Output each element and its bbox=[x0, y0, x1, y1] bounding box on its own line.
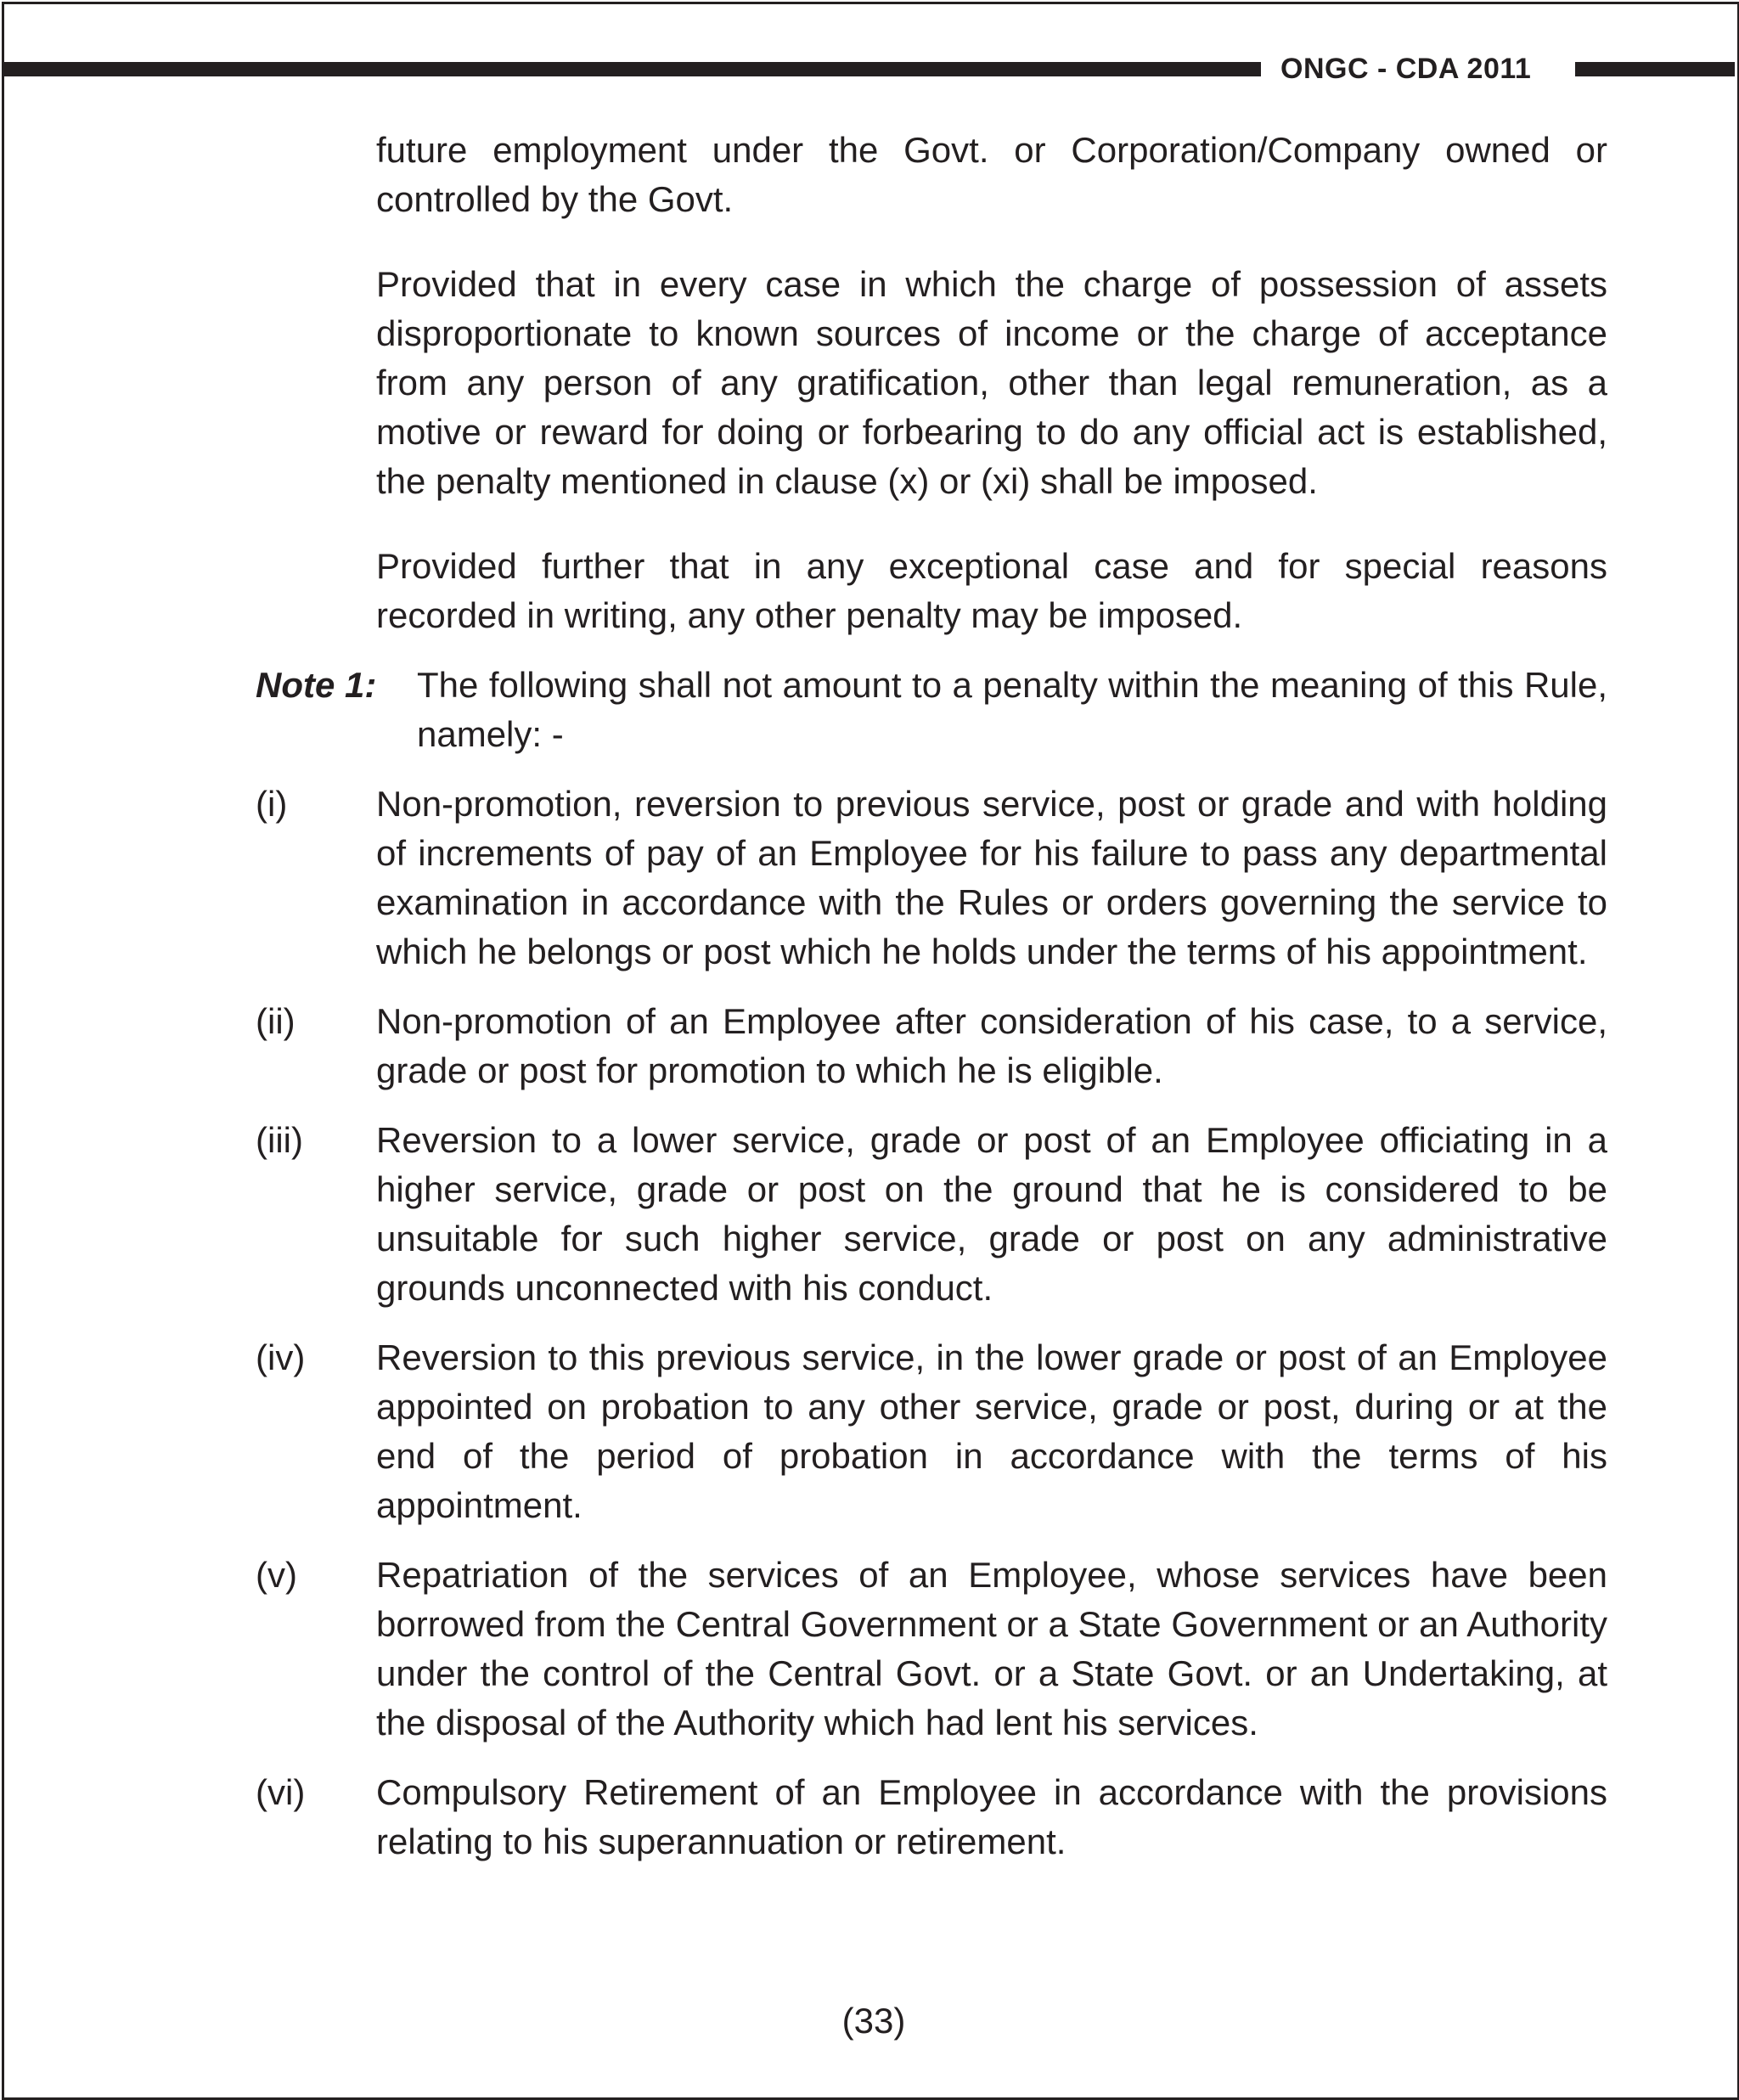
paragraph-continuation: future employment under the Govt. or Corporation/Company owned or controlled by the Govt. bbox=[376, 130, 1607, 219]
note-1 bbox=[256, 661, 1607, 759]
list-item-text: Non-promotion of an Employee after consideration of his case, to a service, grade or post for promotion to which he is eligible. bbox=[376, 1001, 1607, 1090]
list-item-text: Reversion to a lower service, grade or post of an Employee officiating in a higher service, grade or post on the ground that he is considered to be unsuitable for such higher service, grade or post on any administrative grounds unconnected with his conduct. bbox=[376, 1120, 1607, 1308]
list-item-number: (iii) bbox=[256, 1120, 303, 1160]
list-item-number: (ii) bbox=[256, 1001, 295, 1041]
note-text: The following shall not amount to a penalty within the meaning of this Rule, namely: - bbox=[417, 665, 1607, 754]
note-1-block bbox=[256, 661, 1607, 759]
header-rule-right bbox=[1575, 62, 1735, 76]
list-item bbox=[256, 997, 1607, 1095]
document-body bbox=[0, 126, 1739, 1887]
list-item-number: (v) bbox=[256, 1555, 297, 1595]
list-item bbox=[256, 1551, 1607, 1748]
list-item bbox=[256, 1768, 1607, 1866]
paragraph-proviso-2: Provided further that in any exceptional case and for special reasons recorded in writing, any other penalty may be imposed. bbox=[376, 546, 1607, 635]
list-item-text: Reversion to this previous service, in the lower grade or post of an Employee appointed on probation to any other service, grade or post, during or at the end of the period of probation in accordance with the terms of his appointment. bbox=[376, 1337, 1607, 1525]
list-item-text: Repatriation of the services of an Employee, whose services have been borrowed from the Central Government or a State Government or an Authority under the control of the Central Govt. or a State Govt. or an Undertaking, at the disposal of the Authority which had lent his services. bbox=[376, 1555, 1607, 1742]
list-item bbox=[256, 780, 1607, 977]
note-label: Note 1: bbox=[256, 665, 377, 705]
list-item-number: (iv) bbox=[256, 1337, 306, 1377]
header-title: ONGC - CDA 2011 bbox=[1280, 53, 1532, 85]
header-rule-left bbox=[4, 62, 1261, 76]
list-item-number: (i) bbox=[256, 784, 288, 824]
page-number: (33) bbox=[841, 2001, 906, 2041]
paragraph-proviso-1: Provided that in every case in which the charge of possession of assets disproportionate to known sources of income or the charge of acceptance from any person of any gratification, other than legal remuneration, as a motive or reward for doing or forbearing to do any official act is established, the penalty mentioned in clause (x) or (xi) shall be imposed. bbox=[376, 264, 1607, 501]
list-item bbox=[256, 1333, 1607, 1530]
list-item-text: Compulsory Retirement of an Employee in accordance with the provisions relating to his superannuation or retirement. bbox=[376, 1772, 1607, 1861]
list-item-text: Non-promotion, reversion to previous service, post or grade and with holding of increments of pay of an Employee for his failure to pass any departmental examination in accordance with the Rules or orders governing the service to which he belongs or post which he holds under the terms of his appointment. bbox=[376, 784, 1607, 971]
list-item-number: (vi) bbox=[256, 1772, 306, 1812]
list-item bbox=[256, 1116, 1607, 1313]
